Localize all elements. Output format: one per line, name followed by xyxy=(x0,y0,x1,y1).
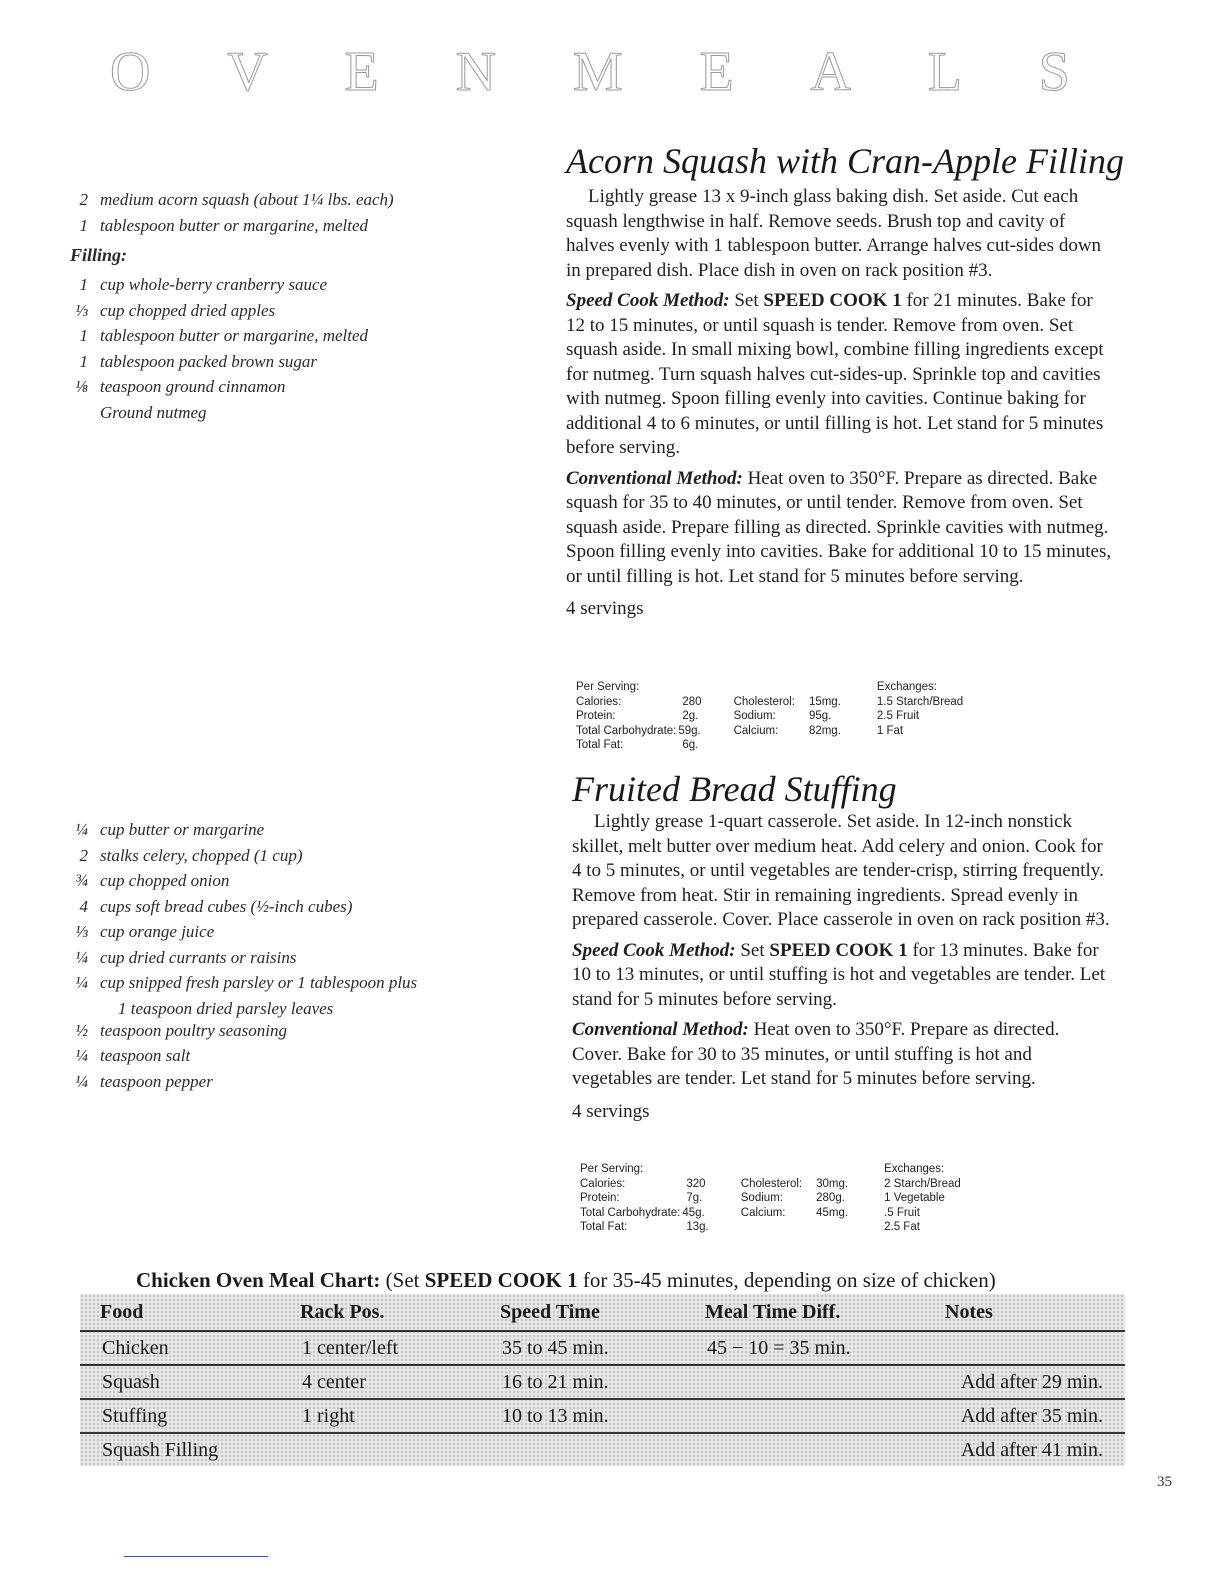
header-letter: M xyxy=(572,41,623,103)
ingredient-row: ¼ cup butter or margarine xyxy=(75,820,265,839)
recipe1-conventional-method: Conventional Method: Heat oven to 350°F. Prepare as directed. Bake squash for 35 to 40 minutes, or until tender. Remove from oven. Set squash aside. Prepare filling as directed. Sprinkle cavities with nutmeg. Spoon filling evenly into cavities. Bake for additional 10 to 15 minutes, or until filling is hot. Let stand for 5 minutes before serving. xyxy=(566,467,1112,587)
chart-row: Squash Filling Add after 41 min. xyxy=(102,1438,1103,1461)
chart-row: Squash 4 center 16 to 21 min. Add after 29 min. xyxy=(80,1365,1125,1399)
ingredient-row: ¼ cup snipped fresh parsley or 1 tablespoon plus xyxy=(75,973,418,992)
chart-header: Meal Time Diff. xyxy=(685,1294,925,1331)
chart-header: Speed Time xyxy=(480,1294,685,1331)
chart-row: Chicken 1 center/left 35 to 45 min. 45 − 10 = 35 min. xyxy=(80,1331,1125,1365)
recipe2-speed-method: Speed Cook Method: Set SPEED COOK 1 for 13 minutes. Bake for 10 to 13 minutes, or until stuffing is hot and vegetables are tender. Let stand for 5 minutes before serving. xyxy=(572,939,1106,1010)
ingredient-row: ¼ teaspoon salt xyxy=(75,1046,191,1065)
header-letter: A xyxy=(810,41,851,103)
ingredient-row: ⅛ teaspoon ground cinnamon xyxy=(75,377,286,396)
recipe1-speed-method: Speed Cook Method: Set SPEED COOK 1 for 21 minutes. Bake for 12 to 15 minutes, or until squash is tender. Remove from oven. Set squash aside. In small mixing bowl, combine filling ingredients except for nutmeg. Turn squash halves cut-sides-up. Sprinkle top and cavities with nutmeg. Spoon filling evenly into cavities. Continue baking for additional 4 to 6 minutes, or until filling is hot. Let stand for 5 minutes before serving. xyxy=(566,290,1104,458)
chart-row: Stuffing 1 right 10 to 13 min. Add after 35 min. xyxy=(80,1399,1125,1433)
ingredient-row: ¼ cup dried currants or raisins xyxy=(75,947,297,967)
recipe2-instructions xyxy=(572,810,1112,1130)
ingredient-row: 1 tablespoon packed brown sugar xyxy=(79,351,318,371)
chart-header: Food xyxy=(80,1294,280,1331)
chart-header: Notes xyxy=(925,1294,1125,1331)
ingredient-row: ⅓ cup orange juice xyxy=(75,922,215,941)
chicken-oven-meal-chart xyxy=(80,1294,1125,1466)
ingredient-row: 2 stalks celery, chopped (1 cup) xyxy=(79,845,303,865)
ingredient-row: 1 tablespoon butter or margarine, melted xyxy=(79,326,369,345)
ingredient-row: 4 cups soft bread cubes (½-inch cubes) xyxy=(79,896,353,916)
chart-header: Rack Pos. xyxy=(280,1294,480,1331)
ingredient-continuation: 1 teaspoon dried parsley leaves xyxy=(118,998,334,1018)
header-letter: S xyxy=(1038,41,1070,103)
page-number: 35 xyxy=(1157,1474,1172,1490)
header-letter: L xyxy=(927,41,962,103)
recipe1-servings: 4 servings xyxy=(566,598,644,619)
ingredient-row: 1 cup whole-berry cranberry sauce xyxy=(79,275,328,294)
ingredient-row: 2 medium acorn squash (about 1¼ lbs. each) xyxy=(79,190,394,209)
header-letter: V xyxy=(227,41,268,103)
recipe1-nutrition: Per Serving: Exchanges: Calories: 280 Cholesterol: 15mg. 1.5 Starch/Bread Protein: 2g. Sodium: 95g. 2.5 Fruit Total Carbohydrate: 59g. Calcium: 82mg. 1 Fat Total Fat: 6g. xyxy=(576,681,964,751)
section-header xyxy=(110,40,1070,103)
recipe2-ingredients xyxy=(50,820,520,1097)
ingredient-row: 1 tablespoon butter or margarine, melted xyxy=(79,215,369,235)
header-letter: N xyxy=(455,41,497,103)
ingredient-row: ⅓ cup chopped dried apples xyxy=(75,300,276,320)
recipe1-instructions xyxy=(566,185,1114,628)
recipe2-conventional-method: Conventional Method: Heat oven to 350°F. Prepare as directed. Cover. Bake for 30 to 35 minutes, or until stuffing is hot and vegetables are tender. Let stand for 5 minutes before serving. xyxy=(572,1019,1060,1089)
recipe1-title: Acorn Squash with Cran-Apple Filling xyxy=(566,141,1124,181)
ingredient-row: Ground nutmeg xyxy=(100,402,207,422)
chart-title: Chicken Oven Meal Chart: (Set SPEED COOK 1 for 35-45 minutes, depending on size of chicken) xyxy=(136,1268,996,1292)
footer-divider xyxy=(124,1556,268,1557)
ingredient-row: ¾ cup chopped onion xyxy=(75,871,230,890)
chart-header-row xyxy=(80,1294,1125,1331)
recipe2-servings: 4 servings xyxy=(572,1100,650,1122)
recipe1-intro: Lightly grease 13 x 9-inch glass baking dish. Set aside. Cut each squash lengthwise in half. Remove seeds. Brush top and cavity of halves evenly with 1 tablespoon butter. Arrange halves cut-sides down in prepared dish. Place dish in oven on rack position #3. xyxy=(566,186,1102,281)
header-letter: E xyxy=(344,41,379,103)
recipe2-intro: Lightly grease 1-quart casserole. Set aside. In 12-inch nonstick skillet, melt butter over medium heat. Add celery and onion. Cook for 4 to 5 minutes, or until vegetables are tender-crisp, stirring frequently. Remove from heat. Stir in remaining ingredients. Spread evenly in prepared casserole. Cover. Place casserole in oven on rack position #3. xyxy=(572,811,1110,930)
recipe1-ingredients xyxy=(50,190,490,428)
header-letter: E xyxy=(699,41,734,103)
header-letter: O xyxy=(110,41,151,103)
ingredient-row: ¼ teaspoon pepper xyxy=(75,1071,213,1091)
ingredient-row: ½ teaspoon poultry seasoning xyxy=(75,1020,287,1040)
recipe2-title: Fruited Bread Stuffing xyxy=(572,769,897,809)
filling-label: Filling: xyxy=(70,245,128,265)
recipe2-nutrition: Per Serving: Exchanges: Calories: 320 Cholesterol: 30mg. 2 Starch/Bread Protein: 7g. Sodium: 280g. 1 Vegetable Total Carbohydrate: 45g. Calcium: 45mg. .5 Fruit Total Fat: 13g. 2.5 Fat xyxy=(580,1163,961,1233)
